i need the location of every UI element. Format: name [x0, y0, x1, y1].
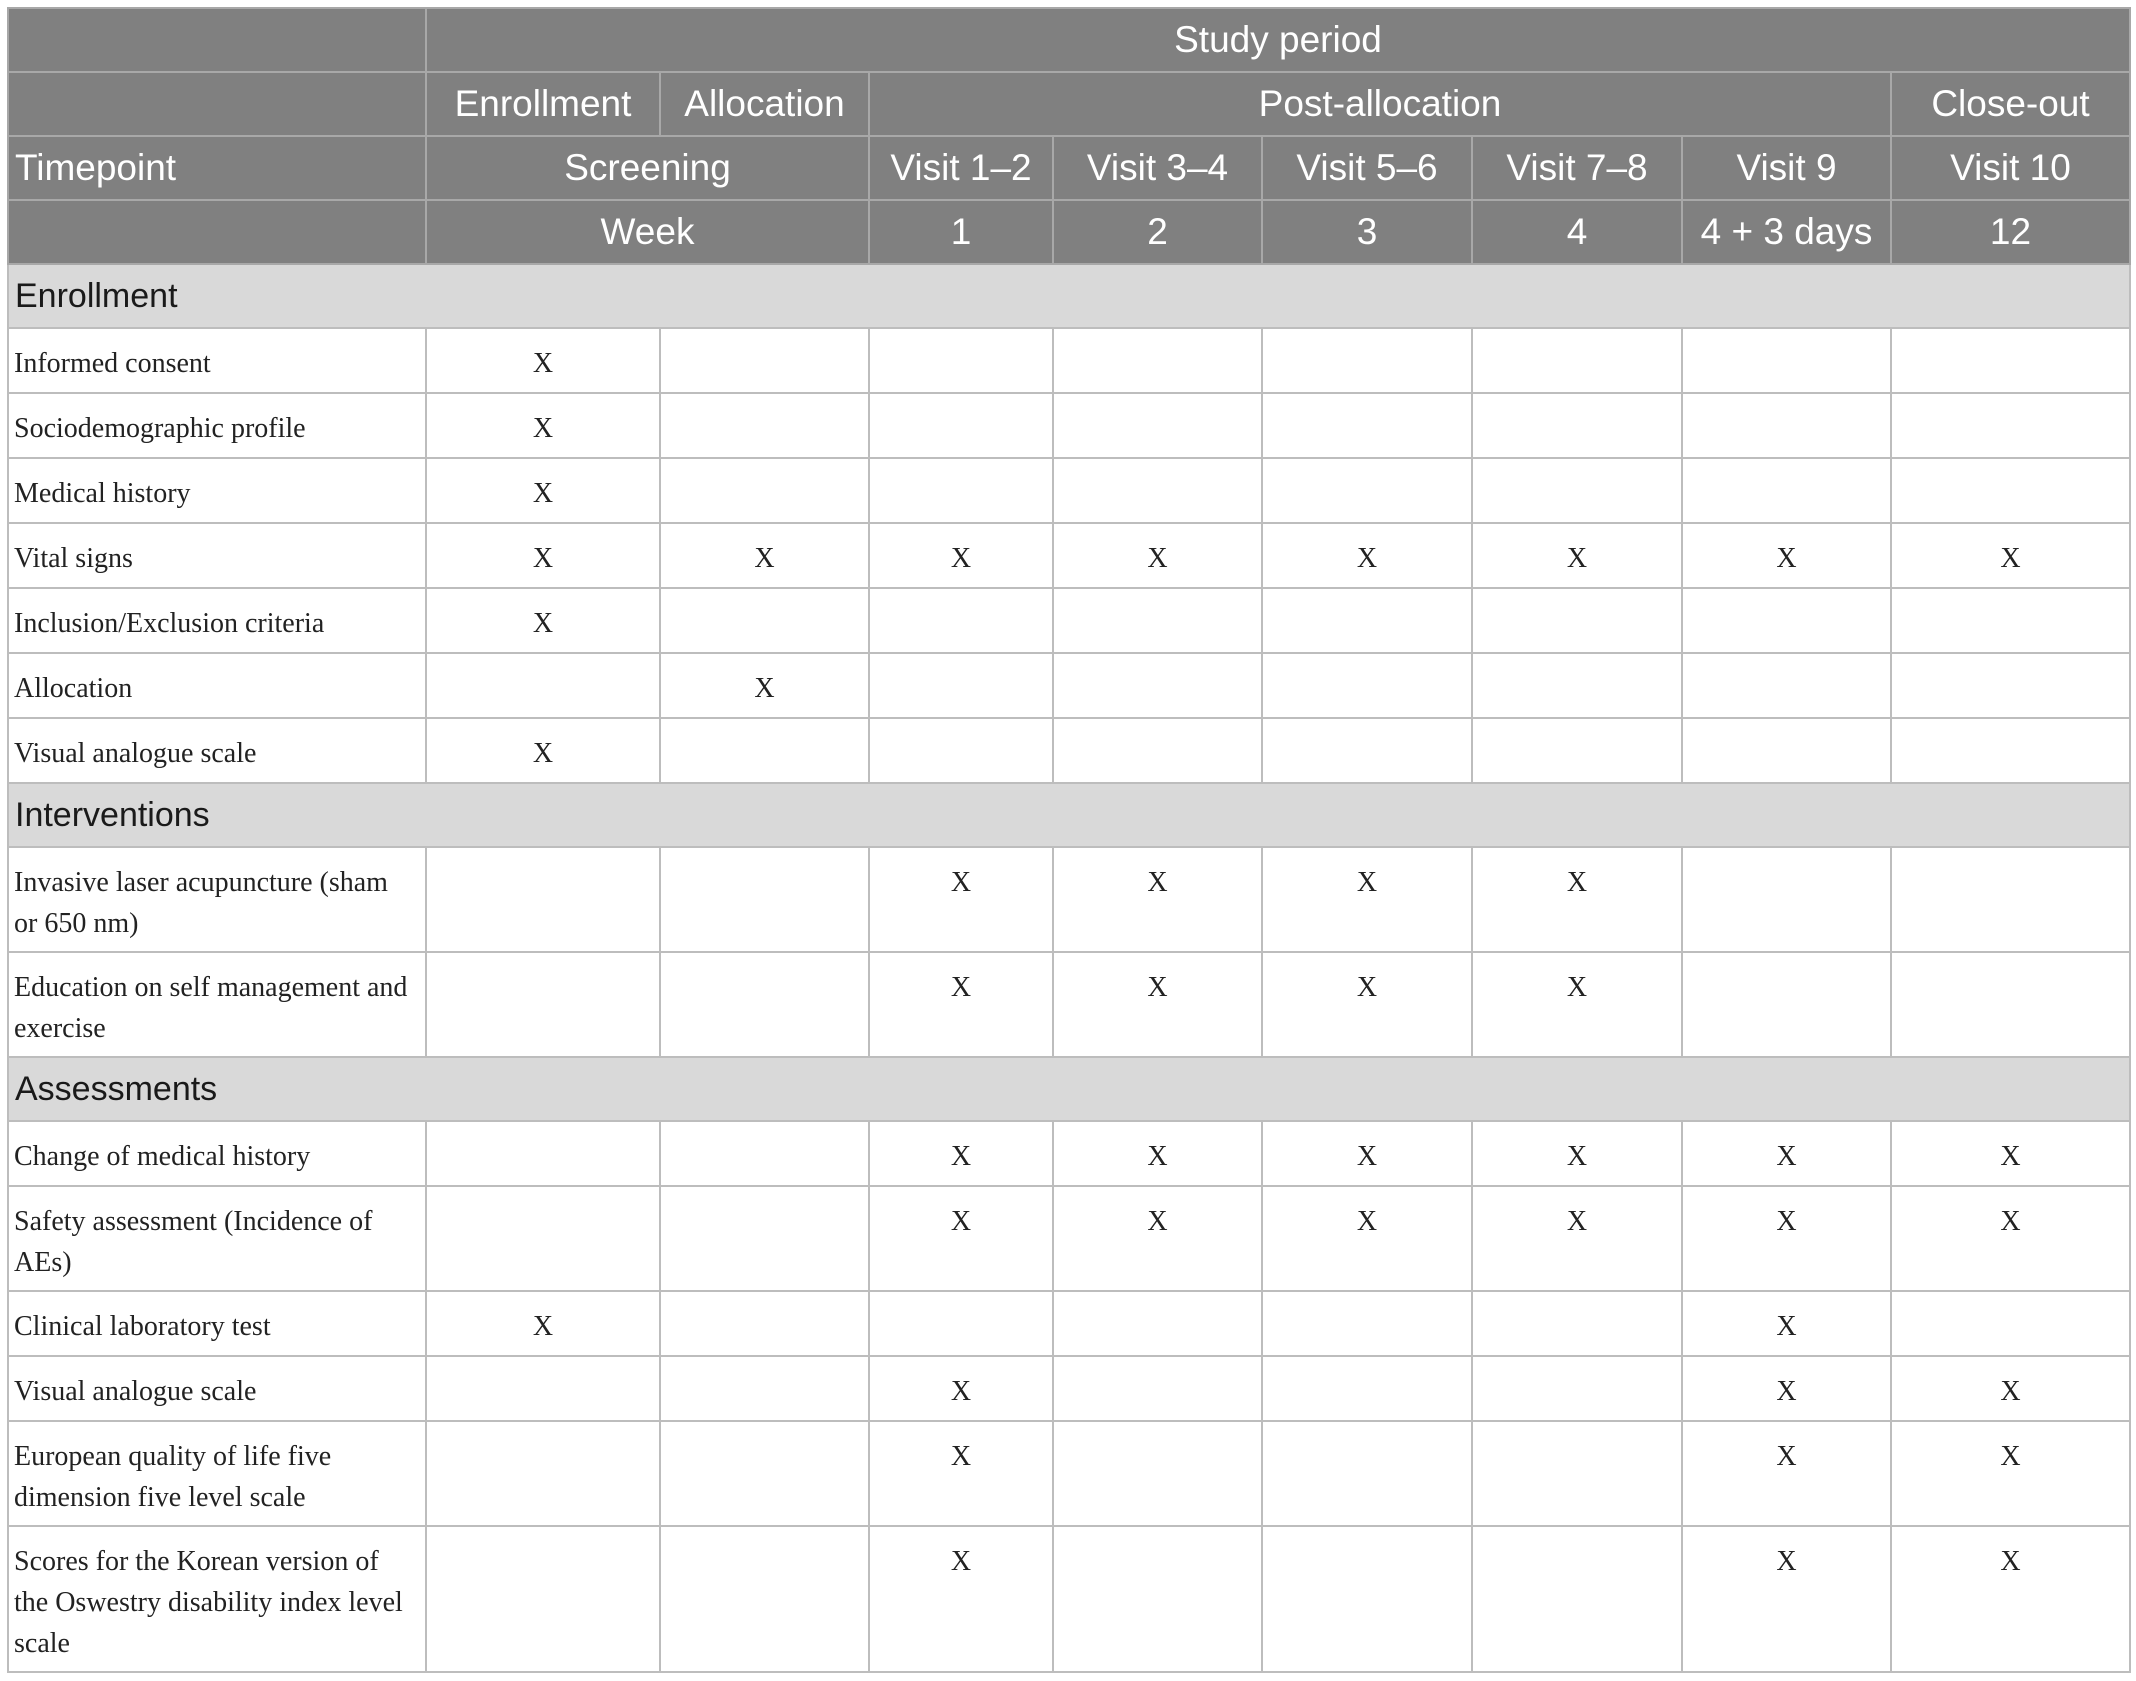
- schedule-mark: [1682, 952, 1891, 1057]
- schedule-mark: [660, 847, 869, 952]
- schedule-mark: [1891, 328, 2130, 393]
- schedule-mark: X: [1891, 1356, 2130, 1421]
- schedule-table: [7, 7, 2131, 1673]
- schedule-mark: [1472, 328, 1682, 393]
- schedule-mark: X: [1262, 847, 1472, 952]
- schedule-mark: [660, 718, 869, 783]
- schedule-mark: [1472, 718, 1682, 783]
- schedule-mark: [1472, 458, 1682, 523]
- schedule-mark: X: [1472, 523, 1682, 588]
- schedule-mark: [660, 588, 869, 653]
- table-row: [8, 458, 2130, 523]
- schedule-mark: [426, 1186, 660, 1291]
- schedule-mark: [1053, 588, 1262, 653]
- table-row: [8, 653, 2130, 718]
- table-row: [8, 1186, 2130, 1291]
- schedule-mark: X: [1682, 1526, 1891, 1672]
- schedule-mark: [1262, 588, 1472, 653]
- visit-header: Visit 9: [1682, 136, 1891, 200]
- schedule-mark: X: [869, 952, 1053, 1057]
- row-label: Scores for the Korean version of the Oswestry disability index level scale: [8, 1526, 426, 1672]
- row-label: Clinical laboratory test: [8, 1291, 426, 1356]
- schedule-mark: [1472, 1291, 1682, 1356]
- schedule-mark: [869, 653, 1053, 718]
- schedule-mark: [1262, 718, 1472, 783]
- schedule-mark: X: [869, 847, 1053, 952]
- table-row: [8, 523, 2130, 588]
- week-header: 12: [1891, 200, 2130, 264]
- schedule-mark: X: [869, 1121, 1053, 1186]
- table-row: [8, 393, 2130, 458]
- schedule-mark: X: [1891, 1421, 2130, 1526]
- schedule-mark: X: [1262, 1121, 1472, 1186]
- schedule-mark: [1891, 458, 2130, 523]
- schedule-mark: [1262, 653, 1472, 718]
- schedule-mark: [660, 328, 869, 393]
- schedule-mark: X: [869, 1421, 1053, 1526]
- schedule-mark: X: [426, 1291, 660, 1356]
- schedule-mark: X: [426, 393, 660, 458]
- schedule-mark: X: [1891, 1186, 2130, 1291]
- row-label: Medical history: [8, 458, 426, 523]
- visit-header: Visit 10: [1891, 136, 2130, 200]
- schedule-mark: [660, 1356, 869, 1421]
- schedule-mark: [1472, 1356, 1682, 1421]
- schedule-mark: [660, 952, 869, 1057]
- row-label: Allocation: [8, 653, 426, 718]
- schedule-mark: [426, 1526, 660, 1672]
- schedule-mark: [1262, 393, 1472, 458]
- phase-allocation-header: Allocation: [660, 72, 869, 136]
- row-label: Change of medical history: [8, 1121, 426, 1186]
- visit-header: Visit 5–6: [1262, 136, 1472, 200]
- row-label: Sociodemographic profile: [8, 393, 426, 458]
- schedule-mark: X: [869, 1186, 1053, 1291]
- schedule-mark: [1053, 653, 1262, 718]
- schedule-mark: X: [660, 653, 869, 718]
- schedule-mark: [1053, 1526, 1262, 1672]
- schedule-mark: [1472, 1421, 1682, 1526]
- header-row-study-period: [8, 8, 2130, 72]
- section-row: [8, 264, 2130, 328]
- schedule-mark: X: [660, 523, 869, 588]
- week-header: 2: [1053, 200, 1262, 264]
- schedule-mark: [1891, 952, 2130, 1057]
- week-header: 1: [869, 200, 1053, 264]
- schedule-mark: X: [1682, 1291, 1891, 1356]
- schedule-mark: [869, 328, 1053, 393]
- schedule-mark: [1053, 458, 1262, 523]
- schedule-mark: X: [1891, 1121, 2130, 1186]
- schedule-mark: [1891, 847, 2130, 952]
- schedule-mark: [1472, 1526, 1682, 1672]
- schedule-mark: [660, 1121, 869, 1186]
- schedule-mark: X: [1472, 1121, 1682, 1186]
- schedule-mark: [1472, 393, 1682, 458]
- schedule-mark: [869, 1291, 1053, 1356]
- study-period-header: Study period: [426, 8, 2130, 72]
- schedule-mark: X: [1053, 847, 1262, 952]
- row-label: Vital signs: [8, 523, 426, 588]
- section-title: Enrollment: [8, 264, 2130, 328]
- timepoint-label: Timepoint: [8, 136, 426, 200]
- schedule-mark: X: [426, 328, 660, 393]
- schedule-mark: [1053, 1421, 1262, 1526]
- phase-close-out-header: Close-out: [1891, 72, 2130, 136]
- schedule-mark: [1682, 393, 1891, 458]
- header-corner-cell: [8, 200, 426, 264]
- phase-enrollment-header: Enrollment: [426, 72, 660, 136]
- visit-header: Visit 7–8: [1472, 136, 1682, 200]
- schedule-mark: X: [869, 523, 1053, 588]
- schedule-mark: X: [1262, 523, 1472, 588]
- schedule-mark: [869, 718, 1053, 783]
- table-row: [8, 588, 2130, 653]
- schedule-mark: [426, 952, 660, 1057]
- schedule-mark: [660, 1421, 869, 1526]
- schedule-mark: [426, 847, 660, 952]
- schedule-mark: X: [1682, 1121, 1891, 1186]
- schedule-mark: [1682, 328, 1891, 393]
- schedule-mark: [1682, 847, 1891, 952]
- schedule-mark: [1262, 328, 1472, 393]
- row-label: Education on self management and exercise: [8, 952, 426, 1057]
- schedule-mark: [426, 1356, 660, 1421]
- header-corner-cell: [8, 72, 426, 136]
- schedule-mark: [1472, 588, 1682, 653]
- schedule-mark: X: [1682, 1186, 1891, 1291]
- visit-header: Visit 3–4: [1053, 136, 1262, 200]
- row-label: Visual analogue scale: [8, 1356, 426, 1421]
- schedule-mark: [869, 393, 1053, 458]
- schedule-mark: [426, 1121, 660, 1186]
- header-row-timepoint: [8, 136, 2130, 200]
- table-row: [8, 1121, 2130, 1186]
- schedule-mark: [1053, 1356, 1262, 1421]
- schedule-mark: X: [426, 523, 660, 588]
- schedule-mark: [869, 588, 1053, 653]
- schedule-mark: X: [426, 588, 660, 653]
- week-header: 4: [1472, 200, 1682, 264]
- row-label: Informed consent: [8, 328, 426, 393]
- schedule-mark: [1053, 393, 1262, 458]
- row-label: Visual analogue scale: [8, 718, 426, 783]
- schedule-mark: X: [1472, 952, 1682, 1057]
- table-row: [8, 952, 2130, 1057]
- schedule-mark: [1891, 588, 2130, 653]
- schedule-mark: X: [1053, 523, 1262, 588]
- table-row: [8, 847, 2130, 952]
- schedule-mark: X: [869, 1526, 1053, 1672]
- row-label: European quality of life five dimension five level scale: [8, 1421, 426, 1526]
- schedule-mark: [660, 393, 869, 458]
- section-row: [8, 1057, 2130, 1121]
- schedule-mark: X: [1053, 952, 1262, 1057]
- schedule-mark: [1053, 328, 1262, 393]
- schedule-mark: [1682, 653, 1891, 718]
- schedule-mark: [660, 1291, 869, 1356]
- table-row: [8, 1526, 2130, 1672]
- schedule-mark: [1262, 1421, 1472, 1526]
- schedule-mark: [1682, 588, 1891, 653]
- row-label: Invasive laser acupuncture (sham or 650 nm): [8, 847, 426, 952]
- schedule-mark: X: [1262, 952, 1472, 1057]
- row-label: Safety assessment (Incidence of AEs): [8, 1186, 426, 1291]
- schedule-mark: [1891, 1291, 2130, 1356]
- week-label: Week: [426, 200, 869, 264]
- schedule-mark: [1053, 718, 1262, 783]
- schedule-mark: [426, 653, 660, 718]
- schedule-mark: X: [869, 1356, 1053, 1421]
- schedule-mark: [660, 458, 869, 523]
- schedule-mark: [426, 1421, 660, 1526]
- visit-header: Visit 1–2: [869, 136, 1053, 200]
- header-row-week: [8, 200, 2130, 264]
- schedule-mark: [1262, 1291, 1472, 1356]
- section-row: [8, 783, 2130, 847]
- schedule-mark: [1682, 718, 1891, 783]
- schedule-mark: [1682, 458, 1891, 523]
- schedule-mark: X: [1682, 523, 1891, 588]
- schedule-mark: X: [1682, 1421, 1891, 1526]
- schedule-mark: X: [426, 718, 660, 783]
- week-header: 4 + 3 days: [1682, 200, 1891, 264]
- schedule-mark: X: [1472, 1186, 1682, 1291]
- row-label: Inclusion/Exclusion criteria: [8, 588, 426, 653]
- header-row-phases: [8, 72, 2130, 136]
- table-row: [8, 1291, 2130, 1356]
- schedule-mark: X: [1891, 1526, 2130, 1672]
- header-corner-cell: [8, 8, 426, 72]
- section-title: Interventions: [8, 783, 2130, 847]
- schedule-mark: [1262, 1526, 1472, 1672]
- schedule-mark: [1891, 718, 2130, 783]
- schedule-mark: [1262, 458, 1472, 523]
- schedule-mark: [1472, 653, 1682, 718]
- table-row: [8, 1356, 2130, 1421]
- schedule-mark: [1262, 1356, 1472, 1421]
- schedule-mark: [1053, 1291, 1262, 1356]
- table-row: [8, 718, 2130, 783]
- schedule-mark: [660, 1526, 869, 1672]
- schedule-mark: X: [1262, 1186, 1472, 1291]
- table-row: [8, 1421, 2130, 1526]
- table-row: [8, 328, 2130, 393]
- section-title: Assessments: [8, 1057, 2130, 1121]
- schedule-mark: X: [1053, 1121, 1262, 1186]
- schedule-mark: X: [1682, 1356, 1891, 1421]
- schedule-mark: [660, 1186, 869, 1291]
- schedule-mark: X: [1891, 523, 2130, 588]
- week-header: 3: [1262, 200, 1472, 264]
- schedule-mark: X: [426, 458, 660, 523]
- schedule-mark: X: [1472, 847, 1682, 952]
- schedule-mark: X: [1053, 1186, 1262, 1291]
- screening-header: Screening: [426, 136, 869, 200]
- phase-post-allocation-header: Post-allocation: [869, 72, 1891, 136]
- schedule-mark: [1891, 653, 2130, 718]
- schedule-mark: [1891, 393, 2130, 458]
- schedule-mark: [869, 458, 1053, 523]
